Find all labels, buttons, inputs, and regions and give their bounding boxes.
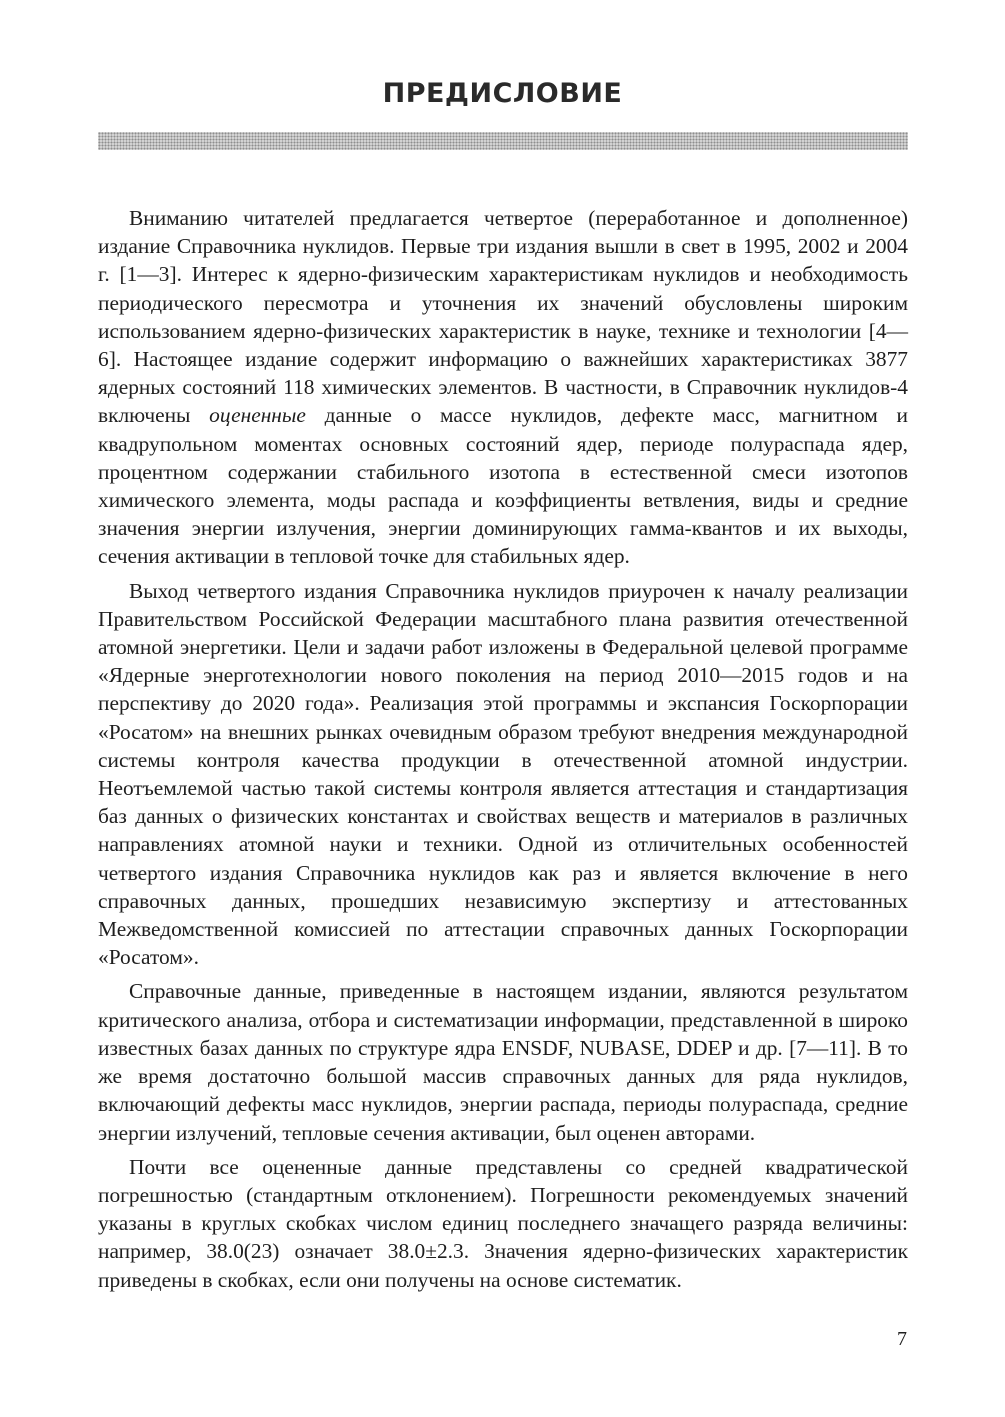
paragraph-1-emphasis: оцененные — [209, 403, 306, 428]
page-title: ПРЕДИСЛОВИЕ — [382, 78, 623, 109]
body-text — [98, 204, 908, 1300]
paragraph-2: Выход четвертого издания Справочника нуклидов приурочен к началу реализации Правительством Российской Федерации масштабного плана развития отечественной атомной энергетики. Цели и задачи работ изложены в Федеральной целевой программе «Ядерные энерготехнологии нового поколения на период 2010—2015 годов и на перспективу до 2020 года». Реализация этой программы и экспансия Госкорпорации «Росатом» на внешних рынках очевидным образом требуют внедрения международной системы контроля качества продукции в отечественной атомной индустрии. Неотъемлемой частью такой системы контроля является аттестация и стандартизация баз данных о физических константах и свойствах веществ и материалов в различных направлениях атомной науки и техники. Одной из отличительных особенностей четвертого издания Справочника нуклидов как раз и является включение в него справочных данных, прошедших независимую экспертизу и аттестованных Межведомственной комиссией по аттестации справочных данных Госкорпорации «Росатом». — [98, 578, 908, 970]
paragraph-4: Почти все оцененные данные представлены со средней квадратической погрешностью (стандартным отклонением). Погрешности рекомендуемых значений указаны в круглых скобках числом единиц последнего значащего разряда величины: например, 38.0(23) означает 38.0±2.3. Значения ядерно-физических характеристик приведены в скобках, если они получены на основе систематик. — [98, 1154, 908, 1292]
paragraph-1 — [98, 204, 908, 571]
page-number: 7 — [897, 1328, 907, 1350]
paragraph-1-text: Вниманию читателей предлагается четвертое (переработанное и дополненное) издание Справочника нуклидов. Первые три издания вышли в свет в 1995, 2002 и 2004 г. [1—3]. Интерес к ядерно-физическим характеристикам нуклидов и необходимость периодического пересмотра и уточнения их значений обусловлены широким использованием ядерно-физических характеристик в науке, технике и технологии [4—6]. Настоящее издание содержит информацию о важнейших характеристиках 3877 ядерных состояний 118 химических элементов. В частности, в Справочник нуклидов-4 включены — [98, 206, 908, 428]
paragraph-1-text-continued: данные о массе нуклидов, дефекте масс, магнитном и квадрупольном моментах основных состояний ядер, периоде полураспада ядер, процентном содержании стабильного изотопа в естественной смеси изотопов химического элемента, моды распада и коэффициенты ветвления, виды и средние значения энергии излучения, энергии доминирующих гамма-квантов и их выходы, сечения активации в тепловой точке для стабильных ядер. — [98, 403, 908, 569]
title-divider — [98, 132, 908, 150]
paragraph-3: Справочные данные, приведенные в настоящем издании, являются результатом критического анализа, отбора и систематизации информации, представленной в широко известных базах данных по структуре ядра ENSDF, NUBASE, DDEP и др. [7—11]. В то же время достаточно большой массив справочных данных для ряда нуклидов, включающий дефекты масс нуклидов, энергии распада, периоды полураспада, средние энергии излучений, тепловые сечения активации, был оценен авторами. — [98, 979, 908, 1145]
